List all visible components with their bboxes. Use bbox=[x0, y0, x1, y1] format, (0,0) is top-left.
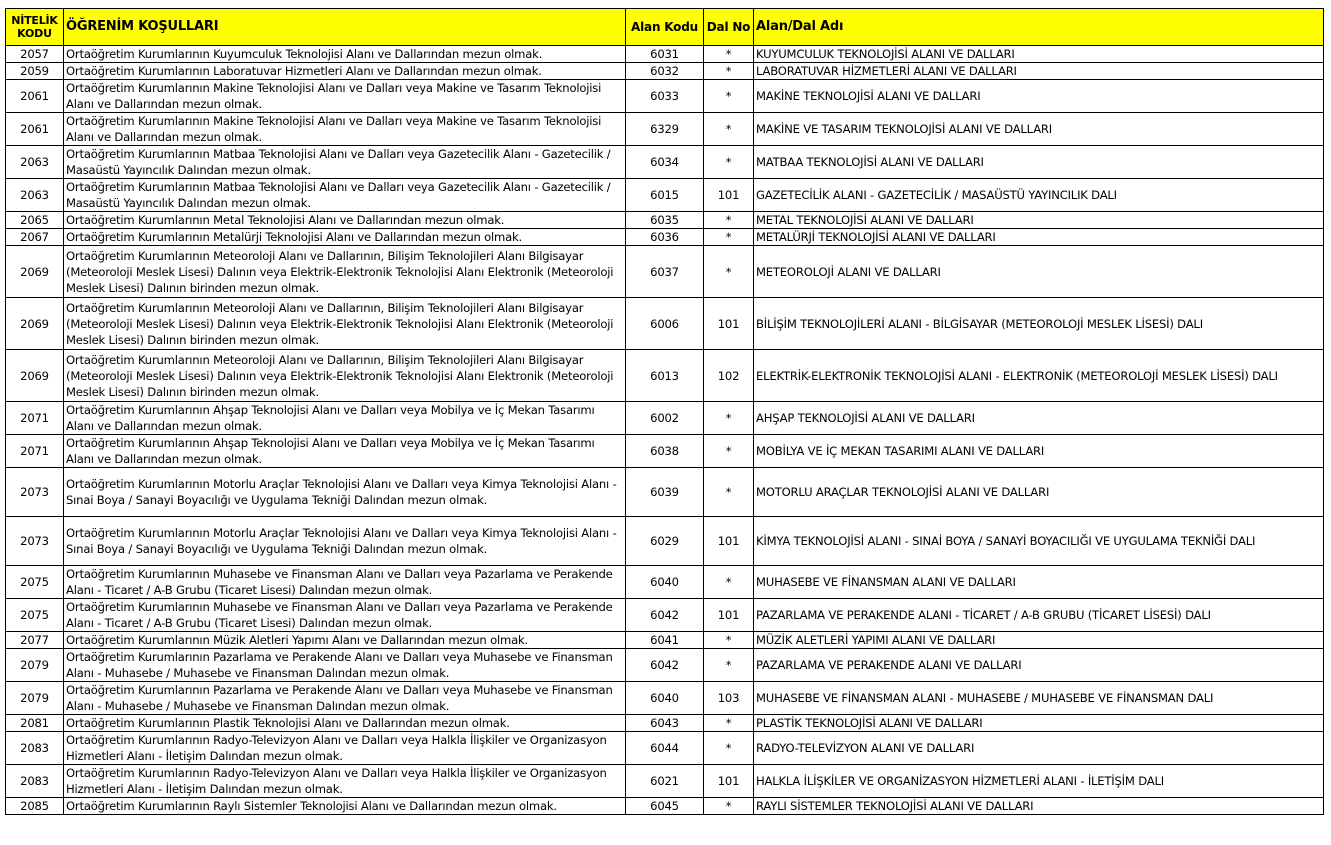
alan-dal-adi-cell: MAKİNE TEKNOLOJİSİ ALANI VE DALLARI bbox=[754, 80, 1324, 113]
alan-kodu-cell: 6034 bbox=[626, 146, 704, 179]
ogrenim-kosulu-cell: Ortaöğretim Kurumlarının Metal Teknolojisi Alanı ve Dallarından mezun olmak. bbox=[64, 212, 626, 229]
alan-dal-adi-cell: ELEKTRİK-ELEKTRONİK TEKNOLOJİSİ ALANI - ELEKTRONİK (METEOROLOJİ MESLEK LİSESİ) DALI bbox=[754, 350, 1324, 402]
alan-kodu-cell: 6041 bbox=[626, 632, 704, 649]
alan-dal-adi-cell: MUHASEBE VE FİNANSMAN ALANI VE DALLARI bbox=[754, 566, 1324, 599]
alan-kodu-cell: 6021 bbox=[626, 765, 704, 798]
table-row bbox=[6, 229, 1324, 246]
table-row bbox=[6, 212, 1324, 229]
table-row bbox=[6, 566, 1324, 599]
nitelik-kodu-cell: 2063 bbox=[6, 146, 64, 179]
alan-dal-adi-cell: GAZETECİLİK ALANI - GAZETECİLİK / MASAÜSTÜ YAYINCILIK DALI bbox=[754, 179, 1324, 212]
dal-no-cell: * bbox=[704, 715, 754, 732]
dal-no-cell: * bbox=[704, 113, 754, 146]
alan-dal-adi-cell: METALÜRJİ TEKNOLOJİSİ ALANI VE DALLARI bbox=[754, 229, 1324, 246]
ogrenim-kosulu-cell: Ortaöğretim Kurumlarının Meteoroloji Alanı ve Dallarının, Bilişim Teknolojileri Alanı Bilgisayar (Meteoroloji Meslek Lisesi) Dalının veya Elektrik-Elektronik Teknolojisi Alanı Elektronik (Meteoroloji Meslek Lisesi) Dalının birinden mezun olmak. bbox=[64, 246, 626, 298]
dal-no-cell: * bbox=[704, 402, 754, 435]
table-row bbox=[6, 298, 1324, 350]
dal-no-cell: 103 bbox=[704, 682, 754, 715]
dal-no-cell: * bbox=[704, 146, 754, 179]
alan-dal-adi-cell: BİLİŞİM TEKNOLOJİLERİ ALANI - BİLGİSAYAR (METEOROLOJİ MESLEK LİSESİ) DALI bbox=[754, 298, 1324, 350]
alan-kodu-cell: 6042 bbox=[626, 649, 704, 682]
alan-kodu-cell: 6036 bbox=[626, 229, 704, 246]
table-row bbox=[6, 517, 1324, 566]
alan-dal-adi-cell: MOTORLU ARAÇLAR TEKNOLOJİSİ ALANI VE DALLARI bbox=[754, 468, 1324, 517]
alan-kodu-cell: 6037 bbox=[626, 246, 704, 298]
alan-kodu-cell: 6006 bbox=[626, 298, 704, 350]
header-ogrenim-kosullari: ÖĞRENİM KOŞULLARI bbox=[64, 9, 626, 46]
table-row bbox=[6, 402, 1324, 435]
nitelik-kodu-cell: 2063 bbox=[6, 179, 64, 212]
ogrenim-kosulu-cell: Ortaöğretim Kurumlarının Laboratuvar Hizmetleri Alanı ve Dallarından mezun olmak. bbox=[64, 63, 626, 80]
ogrenim-kosulu-cell: Ortaöğretim Kurumlarının Muhasebe ve Finansman Alanı ve Dalları veya Pazarlama ve Perakende Alanı - Ticaret / A-B Grubu (Ticaret Lisesi) Dalından mezun olmak. bbox=[64, 566, 626, 599]
ogrenim-kosulu-cell: Ortaöğretim Kurumlarının Raylı Sistemler Teknolojisi Alanı ve Dallarından mezun olmak. bbox=[64, 798, 626, 815]
dal-no-cell: * bbox=[704, 435, 754, 468]
ogrenim-kosulu-cell: Ortaöğretim Kurumlarının Pazarlama ve Perakende Alanı ve Dalları veya Muhasebe ve Finansman Alanı - Muhasebe / Muhasebe ve Finansman Dalından mezun olmak. bbox=[64, 682, 626, 715]
nitelik-kodu-cell: 2073 bbox=[6, 468, 64, 517]
nitelik-kodu-cell: 2075 bbox=[6, 599, 64, 632]
dal-no-cell: 102 bbox=[704, 350, 754, 402]
alan-kodu-cell: 6013 bbox=[626, 350, 704, 402]
table-row bbox=[6, 435, 1324, 468]
dal-no-cell: * bbox=[704, 229, 754, 246]
alan-kodu-cell: 6044 bbox=[626, 732, 704, 765]
dal-no-cell: 101 bbox=[704, 599, 754, 632]
header-alan-kodu: Alan Kodu bbox=[626, 9, 704, 46]
alan-dal-adi-cell: MAKİNE VE TASARIM TEKNOLOJİSİ ALANI VE DALLARI bbox=[754, 113, 1324, 146]
table-row bbox=[6, 80, 1324, 113]
alan-dal-adi-cell: KİMYA TEKNOLOJİSİ ALANI - SINAİ BOYA / SANAYİ BOYACILIĞI VE UYGULAMA TEKNİĞİ DALI bbox=[754, 517, 1324, 566]
alan-dal-adi-cell: METAL TEKNOLOJİSİ ALANI VE DALLARI bbox=[754, 212, 1324, 229]
alan-dal-adi-cell: PLASTİK TEKNOLOJİSİ ALANI VE DALLARI bbox=[754, 715, 1324, 732]
alan-dal-adi-cell: AHŞAP TEKNOLOJİSİ ALANI VE DALLARI bbox=[754, 402, 1324, 435]
alan-dal-adi-cell: RADYO-TELEVİZYON ALANI VE DALLARI bbox=[754, 732, 1324, 765]
alan-kodu-cell: 6042 bbox=[626, 599, 704, 632]
dal-no-cell: 101 bbox=[704, 517, 754, 566]
nitelik-kodu-cell: 2065 bbox=[6, 212, 64, 229]
alan-kodu-cell: 6038 bbox=[626, 435, 704, 468]
ogrenim-kosulu-cell: Ortaöğretim Kurumlarının Pazarlama ve Perakende Alanı ve Dalları veya Muhasebe ve Finansman Alanı - Muhasebe / Muhasebe ve Finansman Dalından mezun olmak. bbox=[64, 649, 626, 682]
alan-kodu-cell: 6031 bbox=[626, 46, 704, 63]
ogrenim-kosulu-cell: Ortaöğretim Kurumlarının Radyo-Televizyon Alanı ve Dalları veya Halkla İlişkiler ve Organizasyon Hizmetleri Alanı - İletişim Dalından mezun olmak. bbox=[64, 765, 626, 798]
ogrenim-kosulu-cell: Ortaöğretim Kurumlarının Metalürji Teknolojisi Alanı ve Dallarından mezun olmak. bbox=[64, 229, 626, 246]
nitelik-kodu-cell: 2071 bbox=[6, 435, 64, 468]
ogrenim-kosulu-cell: Ortaöğretim Kurumlarının Makine Teknolojisi Alanı ve Dalları veya Makine ve Tasarım Teknolojisi Alanı ve Dallarından mezun olmak. bbox=[64, 80, 626, 113]
alan-kodu-cell: 6040 bbox=[626, 682, 704, 715]
alan-kodu-cell: 6329 bbox=[626, 113, 704, 146]
alan-kodu-cell: 6033 bbox=[626, 80, 704, 113]
ogrenim-kosulu-cell: Ortaöğretim Kurumlarının Motorlu Araçlar Teknolojisi Alanı ve Dalları veya Kimya Teknolojisi Alanı - Sınai Boya / Sanayi Boyacılığı ve Uygulama Tekniği Dalından mezun olmak. bbox=[64, 468, 626, 517]
alan-kodu-cell: 6002 bbox=[626, 402, 704, 435]
dal-no-cell: * bbox=[704, 468, 754, 517]
dal-no-cell: * bbox=[704, 798, 754, 815]
alan-kodu-cell: 6039 bbox=[626, 468, 704, 517]
ogrenim-kosulu-cell: Ortaöğretim Kurumlarının Ahşap Teknolojisi Alanı ve Dalları veya Mobilya ve İç Mekan Tasarımı Alanı ve Dallarından mezun olmak. bbox=[64, 402, 626, 435]
alan-dal-adi-cell: LABORATUVAR HİZMETLERİ ALANI VE DALLARI bbox=[754, 63, 1324, 80]
ogrenim-kosulu-cell: Ortaöğretim Kurumlarının Matbaa Teknolojisi Alanı ve Dalları veya Gazetecilik Alanı - Gazetecilik / Masaüstü Yayıncılık Dalından mezun olmak. bbox=[64, 146, 626, 179]
table-row bbox=[6, 63, 1324, 80]
nitelik-kodu-cell: 2069 bbox=[6, 246, 64, 298]
ogrenim-kosulu-cell: Ortaöğretim Kurumlarının Meteoroloji Alanı ve Dallarının, Bilişim Teknolojileri Alanı Bilgisayar (Meteoroloji Meslek Lisesi) Dalının veya Elektrik-Elektronik Teknolojisi Alanı Elektronik (Meteoroloji Meslek Lisesi) Dalının birinden mezun olmak. bbox=[64, 350, 626, 402]
alan-dal-adi-cell: KUYUMCULUK TEKNOLOJİSİ ALANI VE DALLARI bbox=[754, 46, 1324, 63]
table-row bbox=[6, 350, 1324, 402]
nitelik-kodu-cell: 2083 bbox=[6, 765, 64, 798]
ogrenim-kosulu-cell: Ortaöğretim Kurumlarının Radyo-Televizyon Alanı ve Dalları veya Halkla İlişkiler ve Organizasyon Hizmetleri Alanı - İletişim Dalından mezun olmak. bbox=[64, 732, 626, 765]
table-row bbox=[6, 649, 1324, 682]
nitelik-kodu-cell: 2085 bbox=[6, 798, 64, 815]
table-row bbox=[6, 732, 1324, 765]
nitelik-kodu-cell: 2057 bbox=[6, 46, 64, 63]
dal-no-cell: * bbox=[704, 632, 754, 649]
alan-kodu-cell: 6035 bbox=[626, 212, 704, 229]
ogrenim-kosulu-cell: Ortaöğretim Kurumlarının Meteoroloji Alanı ve Dallarının, Bilişim Teknolojileri Alanı Bilgisayar (Meteoroloji Meslek Lisesi) Dalının veya Elektrik-Elektronik Teknolojisi Alanı Elektronik (Meteoroloji Meslek Lisesi) Dalının birinden mezun olmak. bbox=[64, 298, 626, 350]
nitelik-kodu-cell: 2059 bbox=[6, 63, 64, 80]
table-row bbox=[6, 599, 1324, 632]
nitelik-kodu-cell: 2079 bbox=[6, 649, 64, 682]
nitelik-kodu-cell: 2071 bbox=[6, 402, 64, 435]
dal-no-cell: * bbox=[704, 566, 754, 599]
alan-kodu-cell: 6045 bbox=[626, 798, 704, 815]
alan-dal-adi-cell: PAZARLAMA VE PERAKENDE ALANI VE DALLARI bbox=[754, 649, 1324, 682]
header-alan-dal-adi: Alan/Dal Adı bbox=[754, 9, 1324, 46]
ogrenim-kosulu-cell: Ortaöğretim Kurumlarının Plastik Teknolojisi Alanı ve Dallarından mezun olmak. bbox=[64, 715, 626, 732]
table-row bbox=[6, 113, 1324, 146]
alan-dal-adi-cell: MUHASEBE VE FİNANSMAN ALANI - MUHASEBE / MUHASEBE VE FİNANSMAN DALI bbox=[754, 682, 1324, 715]
alan-kodu-cell: 6043 bbox=[626, 715, 704, 732]
table-row bbox=[6, 468, 1324, 517]
ogrenim-kosulu-cell: Ortaöğretim Kurumlarının Motorlu Araçlar Teknolojisi Alanı ve Dalları veya Kimya Teknolojisi Alanı - Sınai Boya / Sanayi Boyacılığı ve Uygulama Tekniği Dalından mezun olmak. bbox=[64, 517, 626, 566]
ogrenim-kosulu-cell: Ortaöğretim Kurumlarının Müzik Aletleri Yapımı Alanı ve Dallarından mezun olmak. bbox=[64, 632, 626, 649]
dal-no-cell: * bbox=[704, 80, 754, 113]
ogrenim-kosulu-cell: Ortaöğretim Kurumlarının Muhasebe ve Finansman Alanı ve Dalları veya Pazarlama ve Perakende Alanı - Ticaret / A-B Grubu (Ticaret Lisesi) Dalından mezun olmak. bbox=[64, 599, 626, 632]
table-row bbox=[6, 146, 1324, 179]
dal-no-cell: * bbox=[704, 46, 754, 63]
ogrenim-kosulu-cell: Ortaöğretim Kurumlarının Kuyumculuk Teknolojisi Alanı ve Dallarından mezun olmak. bbox=[64, 46, 626, 63]
dal-no-cell: * bbox=[704, 246, 754, 298]
alan-kodu-cell: 6029 bbox=[626, 517, 704, 566]
nitelik-kodu-cell: 2069 bbox=[6, 298, 64, 350]
table-row bbox=[6, 765, 1324, 798]
ogrenim-kosulu-cell: Ortaöğretim Kurumlarının Matbaa Teknolojisi Alanı ve Dalları veya Gazetecilik Alanı - Gazetecilik / Masaüstü Yayıncılık Dalından mezun olmak. bbox=[64, 179, 626, 212]
alan-dal-adi-cell: HALKLA İLİŞKİLER VE ORGANİZASYON HİZMETLERİ ALANI - İLETİŞİM DALI bbox=[754, 765, 1324, 798]
alan-kodu-cell: 6015 bbox=[626, 179, 704, 212]
nitelik-kodu-cell: 2061 bbox=[6, 113, 64, 146]
alan-dal-adi-cell: RAYLI SİSTEMLER TEKNOLOJİSİ ALANI VE DALLARI bbox=[754, 798, 1324, 815]
ogrenim-kosulu-cell: Ortaöğretim Kurumlarının Makine Teknolojisi Alanı ve Dalları veya Makine ve Tasarım Teknolojisi Alanı ve Dallarından mezun olmak. bbox=[64, 113, 626, 146]
alan-dal-adi-cell: MÜZİK ALETLERİ YAPIMI ALANI VE DALLARI bbox=[754, 632, 1324, 649]
nitelik-kodu-cell: 2081 bbox=[6, 715, 64, 732]
table-row bbox=[6, 632, 1324, 649]
header-row bbox=[6, 9, 1324, 46]
alan-dal-adi-cell: PAZARLAMA VE PERAKENDE ALANI - TİCARET / A-B GRUBU (TİCARET LİSESİ) DALI bbox=[754, 599, 1324, 632]
header-nitelik-kodu: NİTELİK KODU bbox=[6, 9, 64, 46]
dal-no-cell: * bbox=[704, 212, 754, 229]
dal-no-cell: 101 bbox=[704, 179, 754, 212]
nitelik-kodu-cell: 2061 bbox=[6, 80, 64, 113]
alan-dal-adi-cell: MATBAA TEKNOLOJİSİ ALANI VE DALLARI bbox=[754, 146, 1324, 179]
alan-dal-adi-cell: MOBİLYA VE İÇ MEKAN TASARIMI ALANI VE DALLARI bbox=[754, 435, 1324, 468]
ogrenim-kosulu-cell: Ortaöğretim Kurumlarının Ahşap Teknolojisi Alanı ve Dalları veya Mobilya ve İç Mekan Tasarımı Alanı ve Dallarından mezun olmak. bbox=[64, 435, 626, 468]
nitelik-kodu-cell: 2075 bbox=[6, 566, 64, 599]
nitelik-kodu-cell: 2069 bbox=[6, 350, 64, 402]
table-body bbox=[6, 46, 1324, 815]
alan-kodu-cell: 6040 bbox=[626, 566, 704, 599]
qualification-table bbox=[5, 8, 1324, 815]
nitelik-kodu-cell: 2077 bbox=[6, 632, 64, 649]
table-row bbox=[6, 715, 1324, 732]
table-row bbox=[6, 46, 1324, 63]
table-row bbox=[6, 682, 1324, 715]
alan-dal-adi-cell: METEOROLOJİ ALANI VE DALLARI bbox=[754, 246, 1324, 298]
header-dal-no: Dal No bbox=[704, 9, 754, 46]
alan-kodu-cell: 6032 bbox=[626, 63, 704, 80]
dal-no-cell: * bbox=[704, 732, 754, 765]
table-row bbox=[6, 246, 1324, 298]
dal-no-cell: * bbox=[704, 63, 754, 80]
nitelik-kodu-cell: 2083 bbox=[6, 732, 64, 765]
dal-no-cell: * bbox=[704, 649, 754, 682]
nitelik-kodu-cell: 2073 bbox=[6, 517, 64, 566]
dal-no-cell: 101 bbox=[704, 765, 754, 798]
nitelik-kodu-cell: 2079 bbox=[6, 682, 64, 715]
nitelik-kodu-cell: 2067 bbox=[6, 229, 64, 246]
dal-no-cell: 101 bbox=[704, 298, 754, 350]
table-row bbox=[6, 179, 1324, 212]
table-row bbox=[6, 798, 1324, 815]
